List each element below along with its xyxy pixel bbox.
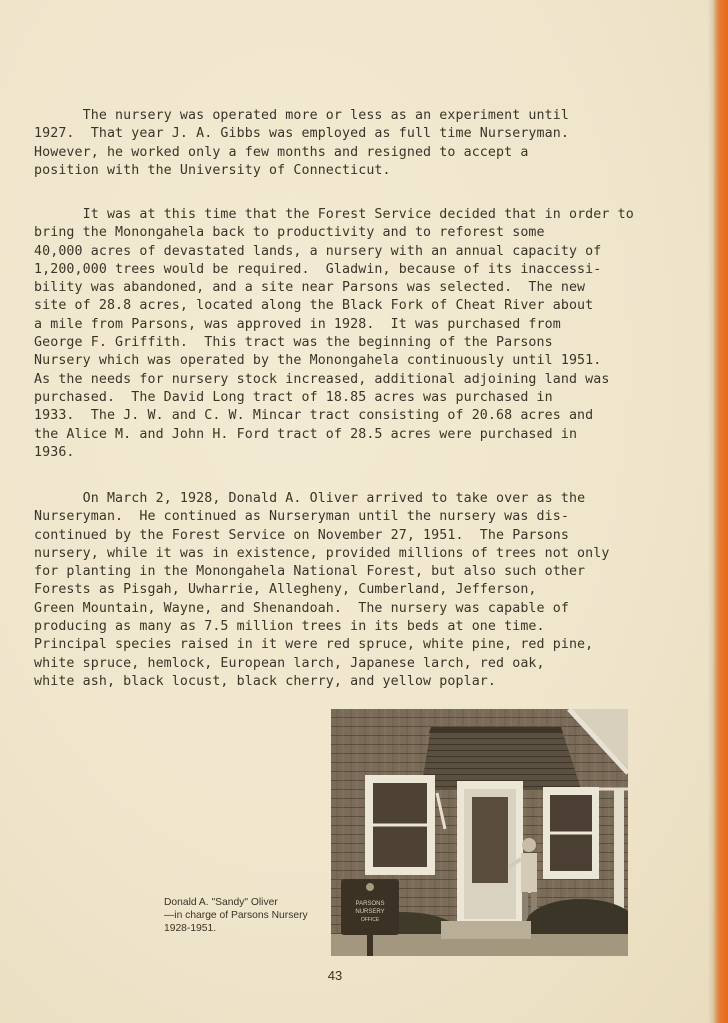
photo-caption bbox=[164, 896, 334, 935]
nursery-office-photo bbox=[331, 709, 628, 956]
sign-text-line-1: PARSONS bbox=[355, 901, 385, 907]
sign-text-line-3: OFFICE bbox=[360, 917, 380, 923]
caption-line-1: Donald A. "Sandy" Oliver bbox=[164, 897, 278, 908]
paragraph-2: It was at this time that the Forest Service decided that in order to bring the Monongahela back to productivity and to reforest some 40,000 acres of devastated lands, a nursery with an annual capacity of 1,200,000 trees would be required. Gladwin, because of its inaccessi- bility was abandoned, and a site near Parsons was selected. The new site of 28.8 acres, located along the Black Fork of Cheat River about a mile from Parsons, was approved in 1928. It was purchased from George F. Griffith. This tract was the beginning of the Parsons Nursery which was operated by the Monongahela continuously until 1951. As the needs for nursery stock increased, additional adjoining land was purchased. The David Long tract of 18.85 acres was purchased in 1933. The J. W. and C. W. Mincar tract consisting of 20.68 acres and the Alice M. and John H. Ford tract of 28.5 acres were purchased in 1936. bbox=[34, 207, 634, 460]
paragraph-1: The nursery was operated more or less as an experiment until 1927. That year J. A. Gibbs was employed as full time Nurseryman. However, he worked only a few months and resigned to accept a position with the University of Connecticut. bbox=[34, 108, 569, 178]
photo-illustration bbox=[331, 709, 628, 956]
book-binding-edge bbox=[714, 0, 728, 1023]
caption-line-3: 1928-1951. bbox=[164, 923, 217, 934]
caption-line-2: —in charge of Parsons Nursery bbox=[164, 910, 308, 921]
paragraph-3: On March 2, 1928, Donald A. Oliver arrived to take over as the Nurseryman. He continued as Nurseryman until the nursery was dis- continued by the Forest Service on November 27, 1951. The Parsons nursery, while it was in existence, provided millions of trees not only for planting in the Monongahela National Forest, but also such other Forests as Pisgah, Uwharrie, Allegheny, Cumberland, Jefferson, Green Mountain, Wayne, and Shenandoah. The nursery was capable of producing as many as 7.5 million trees in its beds at one time. Principal species raised in it were red spruce, white pine, red pine, white spruce, hemlock, European larch, Japanese larch, red oak, white ash, black locust, black cherry, and yellow poplar. bbox=[34, 491, 610, 689]
sign-text-line-2: NURSERY bbox=[355, 909, 385, 915]
page-number: 43 bbox=[327, 968, 343, 983]
